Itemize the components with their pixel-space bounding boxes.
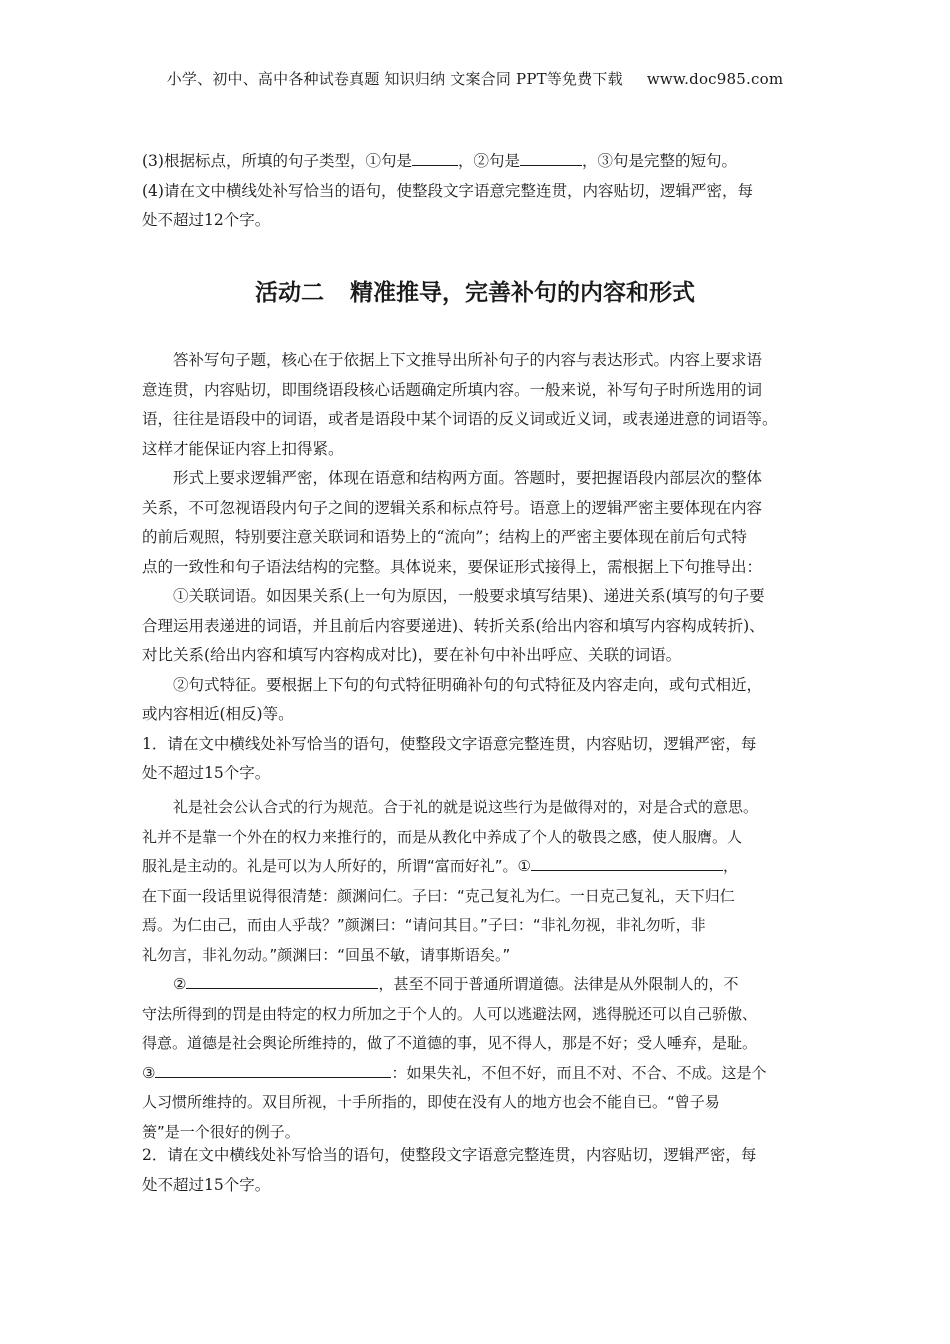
answer-blank[interactable] bbox=[412, 149, 458, 166]
answer-blank-1[interactable] bbox=[531, 854, 723, 871]
paragraph-line: 意连贯，内容贴切，即围绕语段核心话题确定所填内容。一般来说，补写句子时所选用的词 bbox=[142, 380, 763, 399]
question-2 bbox=[142, 1141, 810, 1200]
header-site: www.doc985.com bbox=[646, 70, 784, 88]
passage-line: 人习惯所维持的。双目所视，十手所指的，即使在没有人的地方也会不能自已。“曾子易 bbox=[142, 1093, 720, 1111]
passage-line: 守法所得到的罚是由特定的权力所加之于个人的。人可以逃避法网，逃得脱还可以自己骄傲、 bbox=[142, 1004, 758, 1023]
passage-line: 礼勿言，非礼勿动。”颜渊曰：“回虽不敏，请事斯语矣。” bbox=[142, 945, 511, 964]
question-1-stem: 1．请在文中横线处补写恰当的语句，使整段文字语意完整连贯，内容贴切，逻辑严密，每 bbox=[142, 734, 757, 753]
paragraph-line: ②句式特征。要根据上下句的句式特征明确补句的句式特征及内容走向，或句式相近， bbox=[173, 675, 763, 694]
paragraph-line: 答补写句子题，核心在于依据上下文推导出所补句子的内容与表达形式。内容上要求语 bbox=[173, 351, 763, 369]
passage-line: 箦”是一个很好的例子。 bbox=[142, 1122, 300, 1141]
question-3: (3)根据标点，所填的句子类型，①句是 ，②句是 ，③句是完整的短句。 bbox=[142, 147, 810, 177]
passage-line: ③ ：如果失礼，不但不好，而且不对、不合、不成。这是个 bbox=[142, 1059, 810, 1089]
paragraph-line: 关系，不可忽视语段内句子之间的逻辑关系和标点符号。语意上的逻辑严密主要体现在内容 bbox=[142, 498, 763, 517]
passage-line: 得意。道德是社会舆论所维持的，做了不道德的事，见不得人，那是不好；受人唾弃，是耻。 bbox=[142, 1034, 758, 1052]
answer-blank[interactable] bbox=[520, 149, 582, 166]
paragraph-line: 或内容相近(相反)等。 bbox=[142, 705, 294, 723]
paragraph-line: 这样才能保证内容上扣得紧。 bbox=[142, 439, 344, 458]
paragraph-line: 合理运用表递进的词语，并且前后内容要递进)、转折关系(给出内容和填写内容构成转折)、 bbox=[142, 616, 765, 635]
question-2-stem: 2．请在文中横线处补写恰当的语句，使整段文字语意完整连贯，内容贴切，逻辑严密，每 bbox=[142, 1146, 757, 1164]
answer-blank-3[interactable] bbox=[155, 1061, 391, 1078]
paragraph-line: 对比关系(给出内容和填写内容构成对比)，要在补句中补出呼应、关联的词语。 bbox=[142, 646, 682, 664]
passage-line: 礼并不是靠一个外在的权力来推行的，而是从教化中养成了个人的敬畏之感，使人服膺。人 bbox=[142, 827, 743, 846]
passage-line: 礼是社会公认合式的行为规范。合于礼的就是说这些行为是做得对的，对是合式的意思。 bbox=[173, 798, 759, 816]
passage-line: 焉。为仁由己，而由人乎哉？”颜渊曰：“请问其目。”子曰：“非礼勿视，非礼勿听，非 bbox=[142, 916, 706, 934]
passage-line: 服礼是主动的。礼是可以为人所好的，所谓“富而好礼”。① ， bbox=[142, 852, 810, 882]
page-header bbox=[0, 68, 950, 89]
question-4-line: 处不超过12个字。 bbox=[142, 211, 271, 229]
paragraph-line: 的前后观照，特别要注意关联词和语势上的“流向”；结构上的严密主要体现在前后句式特 bbox=[142, 528, 747, 546]
question-2-stem: 处不超过15个字。 bbox=[142, 1175, 271, 1194]
paragraph-line: 形式上要求逻辑严密，体现在语意和结构两方面。答题时，要把握语段内部层次的整体 bbox=[173, 469, 763, 487]
section-title: 活动二 精准推导，完善补句的内容和形式 bbox=[255, 280, 695, 306]
question-4-line: (4)请在文中横线处补写恰当的语句，使整段文字语意完整连贯，内容贴切，逻辑严密，每 bbox=[142, 181, 753, 200]
question-1-stem: 处不超过15个字。 bbox=[142, 764, 271, 782]
passage-line: 在下面一段话里说得很清楚：颜渊问仁。子曰：“克己复礼为仁。一日克己复礼，天下归仁 bbox=[142, 886, 735, 905]
passage-line: ② ，甚至不同于普通所谓道德。法律是从外限制人的，不 bbox=[142, 970, 810, 1000]
top-questions bbox=[142, 147, 810, 236]
paragraph-line: 点的一致性和句子语法结构的完整。具体说来，要保证形式接得上，需根据上下句推导出： bbox=[142, 557, 763, 576]
intro-text bbox=[142, 346, 810, 789]
header-text: 小学、初中、高中各种试卷真题 知识归纳 文案合同 PPT等免费下载 bbox=[166, 70, 623, 88]
question-1-passage bbox=[142, 793, 810, 1147]
answer-blank-2[interactable] bbox=[186, 972, 378, 989]
paragraph-line: ①关联词语。如因果关系(上一句为原因，一般要求填写结果)、递进关系(填写的句子要 bbox=[173, 587, 765, 605]
paragraph-line: 语，往往是语段中的词语，或者是语段中某个词语的反义词或近义词，或表递进意的词语等。 bbox=[142, 410, 778, 428]
